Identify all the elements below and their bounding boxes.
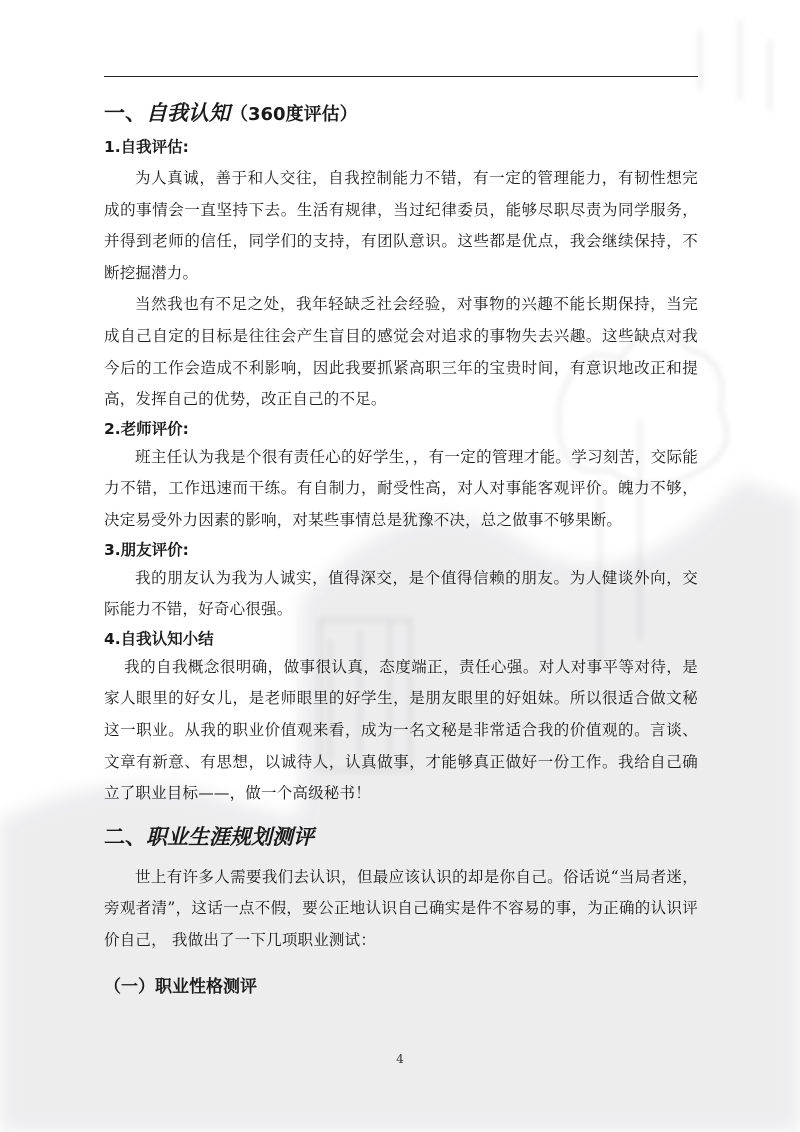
paragraph-friend-evaluation: 我的朋友认为我为人诚实，值得深交，是个值得信赖的朋友。为人健谈外向，交际能力不错，好奇心很强。 [104,568,698,619]
heading-title: 自我认知 [146,101,230,125]
paragraph-career-assessment-intro: 世上有许多人需要我们去认识，但最应该认识的却是你自己。俗话说“当局者迷，旁观者清”，这话一点不假，要公正地认识自己确实是件不容易的事，为正确的认识评价自己， 我做出了一下几项职业测试： [104,867,698,949]
heading-title: 职业生涯规划测评 [146,824,314,849]
subheading-self-cognition-summary: 4.自我认知小结 [104,629,214,648]
subheading-personality-assessment: （一）职业性格测评 [104,977,257,998]
heading-number: 二、 [104,824,146,849]
paragraph-self-evaluation-weaknesses: 当然我也有不足之处，我年轻缺乏社会经验，对事物的兴趣不能长期保持，当完成自己自定的目标是往往会产生盲目的感觉会对追求的事物失去兴趣。这些缺点对我今后的工作会造成不利影响，因此我要抓紧高职三年的宝贵时间，有意识地改正和提高，发挥自己的优势，改正自己的不足。 [104,295,698,409]
page-number: 4 [396,1052,404,1066]
subheading-teacher-evaluation: 2.老师评价: [104,419,189,438]
section-heading-self-cognition [104,98,698,130]
paragraph-self-evaluation-strengths: 为人真诚，善于和人交往，自我控制能力不错，有一定的管理能力，有韧性想完成的事情会一直坚持下去。生活有规律，当过纪律委员，能够尽职尽责为同学服务，并得到老师的信任，同学们的支持，有团队意识。这些都是优点，我会继续保持，不断挖掘潜力。 [104,169,698,282]
subheading-friend-evaluation: 3.朋友评价: [104,540,189,559]
subheading-self-evaluation: 1.自我评估: [104,138,189,156]
heading-parenthetical: （360度评估） [230,104,358,125]
header-rule [104,76,698,77]
paragraph-teacher-evaluation: 班主任认为我是个很有责任心的好学生，，有一定的管理才能。学习刻苦，交际能力不错，工作迅速而干练。有自制力，耐受性高，对人对事能客观评价。魄力不够，决定易受外力因素的影响，对某些事情总是犹豫不决，总之做事不够果断。 [104,447,698,529]
paragraph-self-cognition-summary: 我的自我概念很明确，做事很认真，态度端正，责任心强。对人对事平等对待，是家人眼里的好女儿，是老师眼里的好学生，是朋友眼里的好姐妹。所以很适合做文秘这一职业。从我的职业价值观来看，成为一名文秘是非常适合我的价值观的。言谈、文章有新意、有思想，以诚待人，认真做事，才能够真正做好一份工作。我给自己确立了职业目标——，做一个高级秘书！ [104,657,698,803]
heading-number: 一、 [104,101,146,125]
page-content [104,98,698,1002]
section-heading-career-assessment [104,822,698,852]
